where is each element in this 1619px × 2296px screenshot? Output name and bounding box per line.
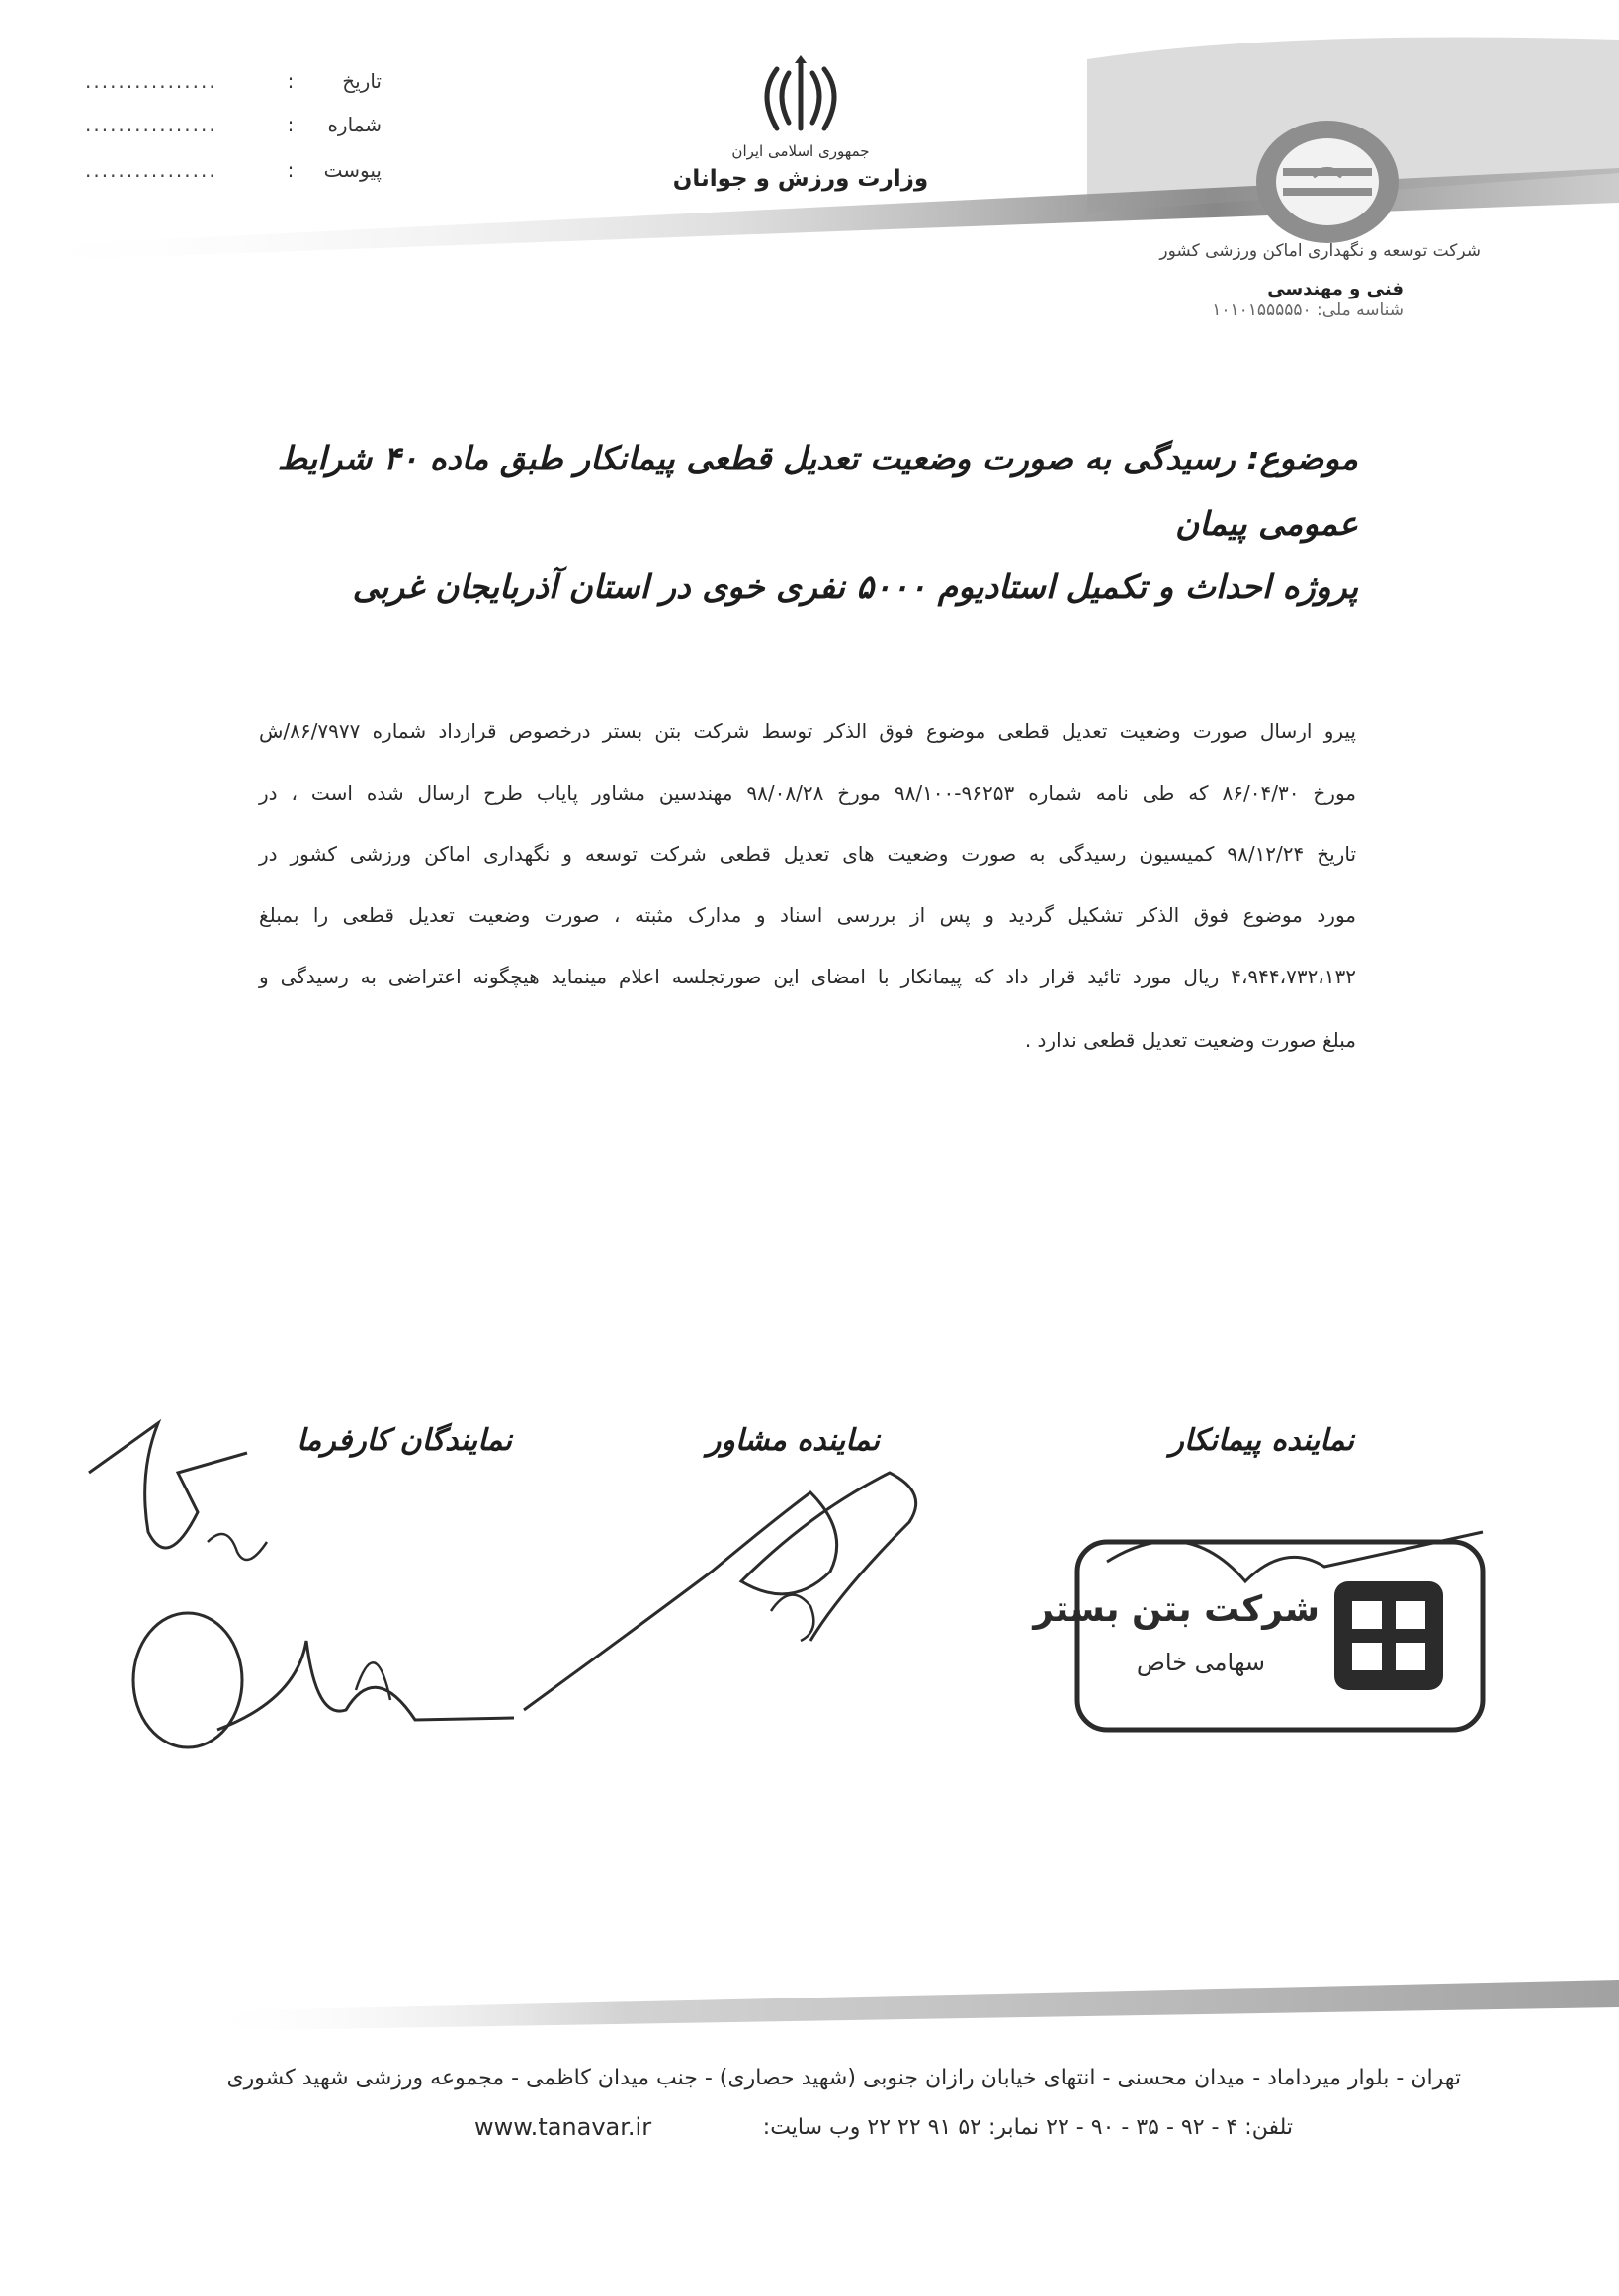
attachment-label: پیوست	[323, 158, 382, 182]
number-value: ................	[85, 113, 217, 136]
company-national-id: شناسه ملی: ۱۰۱۰۱۵۵۵۵۵۰	[1212, 300, 1404, 320]
body-line-5: ۴،۹۴۴،۷۳۲،۱۳۲ ریال مورد تائید قرار داد که پیمانکار با امضای این صورتجلسه اعلام مینماید هیچگونه اعتراضی به رسیدگی و	[259, 965, 1356, 988]
company-logo-icon	[1253, 117, 1402, 247]
subject-line-2: عمومی پیمان	[1175, 504, 1358, 543]
consultant-signature	[514, 1433, 949, 1730]
date-label: تاریخ	[342, 69, 382, 93]
attachment-value: ................	[85, 158, 217, 182]
stamp-company-type: سهامی خاص	[1136, 1649, 1265, 1676]
employer-representatives-title: نمایندگان کارفرما	[297, 1423, 512, 1458]
attachment-row: پیوست : ................	[85, 158, 382, 182]
footer-website-link[interactable]: www.tanavar.ir	[474, 2113, 652, 2141]
ministry-name: وزارت ورزش و جوانان	[672, 166, 929, 192]
footer-contact: تلفن: ۴ - ۹۲ - ۳۵ - ۹۰ - ۲۲ نمابر: ۵۲ ۹۱ ۲۲ ۲۲ وب سایت:	[762, 2115, 1293, 2140]
contractor-stamp	[1033, 1522, 1502, 1749]
footer-band	[0, 1962, 1619, 2051]
body-line-4: مورد موضوع فوق الذکر تشکیل گردید و پس از بررسی اسناد و مدارک مثبته ، صورت وضعیت تعدیل قطعی را بمبلغ	[259, 903, 1356, 927]
ministry-country: جمهوری اسلامی ایران	[731, 142, 870, 160]
consultant-representative-title: نماینده مشاور	[706, 1423, 880, 1458]
date-value: ................	[85, 69, 217, 93]
company-name: شرکت توسعه و نگهداری اماکن ورزشی کشور	[1159, 241, 1481, 261]
subject-line-3: پروژه احداث و تکمیل استادیوم ۵۰۰۰ نفری خوی در استان آذربایجان غربی	[352, 567, 1358, 606]
employer-signature-1	[79, 1413, 277, 1581]
date-row: تاریخ : ................	[85, 69, 382, 93]
body-line-2: مورخ ۸۶/۰۴/۳۰ که طی نامه شماره ۹۶۲۵۳-۹۸/۱۰۰ مورخ ۹۸/۰۸/۲۸ مهندسین مشاور پایاب طرح ارسال شده است ، در	[259, 781, 1357, 805]
employer-signature-2	[119, 1601, 534, 1799]
number-row: شماره : ................	[85, 113, 382, 136]
contractor-representative-title: نماینده پیمانکار	[1169, 1423, 1354, 1458]
subject-line-1: موضوع: رسیدگی به صورت وضعیت تعدیل قطعی پیمانکار طبق ماده ۴۰ شرایط	[277, 439, 1358, 477]
iran-emblem-icon	[751, 55, 850, 138]
stamp-company-name: شرکت بتن بستر	[1033, 1589, 1320, 1630]
number-label: شماره	[327, 113, 382, 136]
company-department: فنی و مهندسی	[1267, 279, 1404, 299]
footer-address: تهران - بلوار میرداماد - میدان محسنی - انتهای خیابان رازان جنوبی (شهید حصاری) - جنب میدان کاظمی - مجموعه ورزشی شهید کشوری	[226, 2066, 1461, 2090]
body-line-6: مبلغ صورت وضعیت تعدیل قطعی ندارد .	[1024, 1028, 1356, 1052]
body-line-1: پیرو ارسال صورت وضعیت تعدیل قطعی موضوع فوق الذکر توسط شرکت بتن بستر درخصوص قرارداد شماره ۸۶/۷۹۷۷/ش	[259, 720, 1356, 743]
body-line-3: تاریخ ۹۸/۱۲/۲۴ کمیسیون رسیدگی به صورت وضعیت های تعدیل قطعی شرکت توسعه و نگهداری اماکن ورزشی کشور در	[259, 842, 1357, 866]
